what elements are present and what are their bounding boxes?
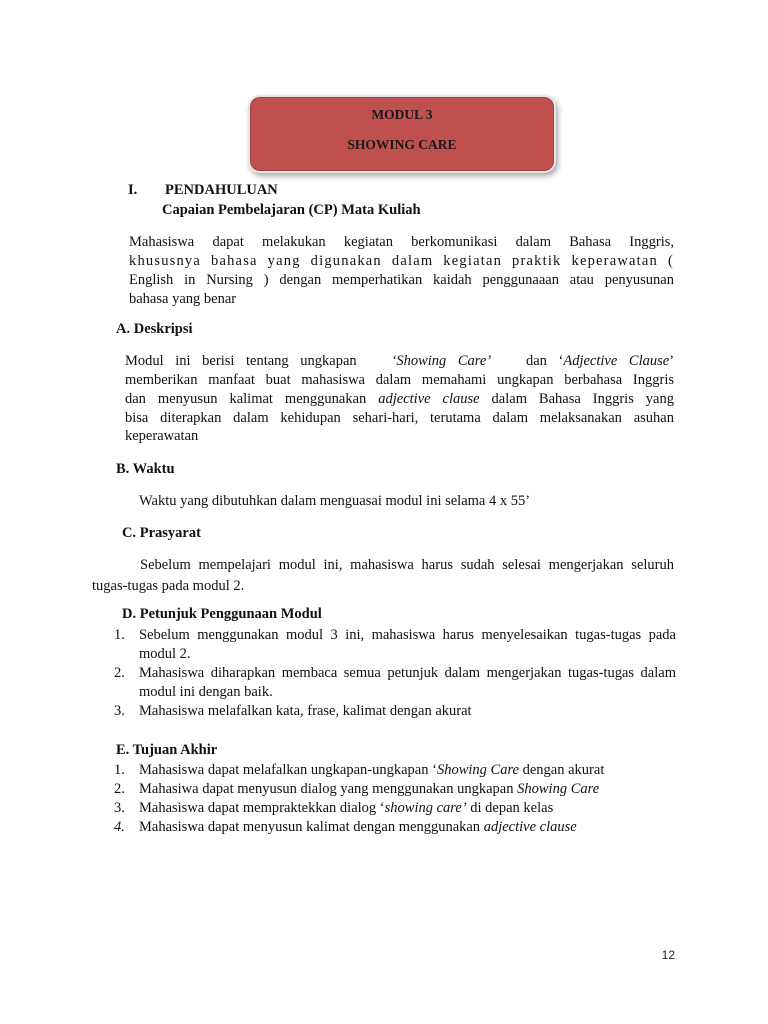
list-item: 1. Sebelum menggunakan modul 3 ini, mahasiswa harus menyelesaikan tugas-tugas pada modul 2. [114,627,676,662]
intro-paragraph [129,233,674,309]
list-item: 2. Mahasiwa dapat menyusun dialog yang menggunakan ungkapan Showing Care [114,781,600,797]
list-item: 2. Mahasiswa diharapkan membaca semua petunjuk dalam mengerjakan tugas-tugas dalam modul ini dengan baik. [114,665,676,700]
page-number: 12 [661,948,675,962]
heading-waktu: B. Waktu [116,461,175,477]
module-title-box [248,95,556,173]
petunjuk-list [114,626,676,721]
tujuan-list [114,761,676,837]
heading-tujuan: E. Tujuan Akhir [116,742,218,758]
prasyarat-line: Sebelum mempelajari modul ini, mahasiswa harus sudah selesai mengerjakan seluruh [140,557,674,573]
module-number: MODUL 3 [371,107,433,122]
section-title: PENDAHULUAN [165,182,278,198]
heading-prasyarat: C. Prasyarat [122,525,201,541]
waktu-text: Waktu yang dibutuhkan dalam menguasai modul ini selama 4 x 55’ [139,493,531,509]
list-item: 4. Mahasiswa dapat menyusun kalimat dengan menggunakan adjective clause [114,819,577,835]
heading-petunjuk: D. Petunjuk Penggunaan Modul [122,606,322,622]
deskripsi-line: bisa diterapkan dalam kehidupan sehari-hari, terutama dalam melaksanakan asuhan [125,410,674,426]
module-title: SHOWING CARE [347,137,457,152]
deskripsi-line: dan menyusun kalimat menggunakan adjective clause dalam Bahasa Inggris yang [125,391,674,407]
heading-deskripsi: A. Deskripsi [116,321,193,337]
deskripsi-line: Modul ini berisi tentang ungkapan ‘Showing Care’ dan ‘Adjective Clause’ [125,353,675,369]
prasyarat-line: tugas-tugas pada modul 2. [92,578,245,594]
deskripsi-line: memberikan manfaat buat mahasiswa dalam memahami ungkapan berbahasa Inggris [125,372,674,388]
intro-line: English in Nursing ) dengan memperhatikan kaidah penggunaaan atau penyusunan [129,272,674,288]
section-number: I. [128,182,138,198]
section-subtitle: Capaian Pembelajaran (CP) Mata Kuliah [162,202,421,218]
prasyarat-paragraph [92,556,674,596]
intro-line: Mahasiswa dapat melakukan kegiatan berkomunikasi dalam Bahasa Inggris, [129,234,674,250]
intro-line: khususnya bahasa yang digunakan dalam kegiatan praktik keperawatan ( [129,253,674,269]
intro-line: bahasa yang benar [129,291,237,307]
list-item: 3. Mahasiswa melafalkan kata, frase, kalimat dengan akurat [114,703,472,719]
list-item: 3. Mahasiswa dapat mempraktekkan dialog ‘showing care’ di depan kelas [114,800,554,816]
deskripsi-line: keperawatan [125,428,199,444]
deskripsi-paragraph [125,352,674,445]
list-item: 1. Mahasiswa dapat melafalkan ungkapan-ungkapan ‘Showing Care dengan akurat [114,762,605,778]
